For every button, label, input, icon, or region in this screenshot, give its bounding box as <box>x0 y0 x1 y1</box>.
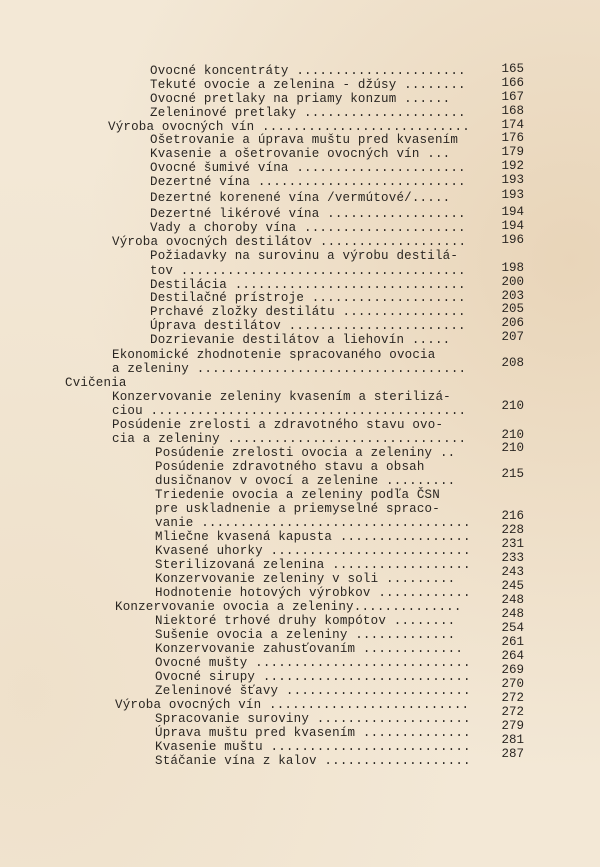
toc-entry-text: Ekonomické zhodnotenie spracovaného ovocia <box>112 348 436 362</box>
toc-entry-page-number: 231 <box>501 537 524 551</box>
toc-entry-page-number: 216 <box>501 509 524 523</box>
toc-entry-page-number: 192 <box>501 159 524 173</box>
toc-entry-text: dusičnanov v ovocí a zelenine ......... <box>155 474 456 488</box>
toc-entry-page-number: 272 <box>501 705 524 719</box>
toc-entry-page-number: 200 <box>501 275 524 289</box>
toc-entry-text: Zeleninové šťavy ........................ <box>155 684 471 698</box>
toc-entry-text: vanie ................................... <box>155 516 471 530</box>
toc-entry-page-number: 270 <box>501 677 524 691</box>
toc-entry-page-number: 210 <box>501 428 524 442</box>
toc-entry-text: Ovocné koncentráty ...................... <box>150 64 466 78</box>
toc-entry-page-number: 193 <box>501 188 524 202</box>
toc-entry-page-number: 279 <box>501 719 524 733</box>
toc-entry-page-number: 264 <box>501 649 524 663</box>
toc-entry-text: Výroba ovocných vín ........................... <box>108 120 470 134</box>
toc-entry-text: Ovocné šumivé vína ...................... <box>150 161 466 175</box>
toc-entry-text: Ovocné pretlaky na priamy konzum ...... <box>150 92 451 106</box>
toc-entry-page-number: 245 <box>501 579 524 593</box>
toc-entry-text: Konzervovanie zahusťovaním ............. <box>155 642 464 656</box>
toc-entry-text: Sušenie ovocia a zeleniny ............. <box>155 628 456 642</box>
toc-entry-page-number: 174 <box>501 118 524 132</box>
toc-entry-text: Ošetrovanie a úprava muštu pred kvasením <box>150 133 459 147</box>
toc-entry-text: Úprava destilátov ....................... <box>150 319 466 333</box>
toc-entry-text: Niektoré trhové druhy kompótov ........ <box>155 614 456 628</box>
toc-entry-page-number: 261 <box>501 635 524 649</box>
toc-entry-text: Kvasenie a ošetrovanie ovocných vín ... <box>150 147 451 161</box>
toc-entry-text: pre uskladnenie a priemyselné spraco- <box>155 502 440 516</box>
toc-entry-text: Konzervovanie ovocia a zeleniny.............. <box>115 600 462 614</box>
toc-entry-text: Sterilizovaná zelenina .................. <box>155 558 471 572</box>
toc-entry-text: Výroba ovocných destilátov ................... <box>112 235 467 249</box>
toc-entry-text: Stáčanie vína z kalov ................... <box>155 754 471 768</box>
toc-entry-page-number: 194 <box>501 219 524 233</box>
toc-entry-text: cia a zeleniny ............................... <box>112 432 467 446</box>
toc-entry-page-number: 269 <box>501 663 524 677</box>
toc-entry-page-number: 179 <box>501 145 524 159</box>
toc-entry-text: tov ..................................... <box>150 264 466 278</box>
toc-entry-page-number: 206 <box>501 316 524 330</box>
toc-entry-page-number: 287 <box>501 747 524 761</box>
toc-entry-page-number: 228 <box>501 523 524 537</box>
toc-entry-page-number: 208 <box>501 356 524 370</box>
toc-entry-page-number: 243 <box>501 565 524 579</box>
toc-entry-text: Vady a choroby vína ..................... <box>150 221 466 235</box>
toc-entry-text: Triedenie ovocia a zeleniny podľa ČSN <box>155 488 440 502</box>
toc-entry-page-number: 205 <box>501 302 524 316</box>
toc-entry-text: Destilácia .............................. <box>150 278 466 292</box>
toc-entry-text: Prchavé zložky destilátu ................ <box>150 305 466 319</box>
toc-entry-text: Ovocné mušty ............................ <box>155 656 471 670</box>
toc-entry-page-number: 165 <box>501 62 524 76</box>
toc-entry-page-number: 167 <box>501 90 524 104</box>
toc-entry-text: Dezertné vína ........................... <box>150 175 466 189</box>
toc-entry-text: Kvasenie muštu .......................... <box>155 740 471 754</box>
toc-entry-page-number: 215 <box>501 467 524 481</box>
toc-entry-text: Hodnotenie hotových výrobkov ............ <box>155 586 471 600</box>
toc-entry-page-number: 207 <box>501 330 524 344</box>
toc-entry-text: ciou ......................................... <box>112 404 467 418</box>
toc-entry-text: Dozrievanie destilátov a liehovín ..... <box>150 333 451 347</box>
toc-entry-page-number: 210 <box>501 441 524 455</box>
toc-entry-text: Požiadavky na surovinu a výrobu destilá- <box>150 249 459 263</box>
toc-entry-page-number: 168 <box>501 104 524 118</box>
toc-entry-page-number: 272 <box>501 691 524 705</box>
toc-entry-page-number: 198 <box>501 261 524 275</box>
toc-entry-page-number: 203 <box>501 289 524 303</box>
toc-entry-text: Dezertné korenené vína /vermútové/..... <box>150 191 451 205</box>
toc-entry-page-number: 254 <box>501 621 524 635</box>
toc-entry-text: Konzervovanie zeleniny kvasením a sterilizá- <box>112 390 451 404</box>
toc-entry-text: Spracovanie suroviny .................... <box>155 712 471 726</box>
toc-entry-page-number: 166 <box>501 76 524 90</box>
toc-entry-page-number: 210 <box>501 399 524 413</box>
toc-entry-page-number: 248 <box>501 607 524 621</box>
toc-entry-page-number: 194 <box>501 205 524 219</box>
toc-entry-text: Ovocné sirupy ........................... <box>155 670 471 684</box>
toc-entry-page-number: 248 <box>501 593 524 607</box>
toc-entry-text: Dezertné likérové vína .................. <box>150 207 466 221</box>
toc-entry-text: Zeleninové pretlaky ..................... <box>150 106 466 120</box>
toc-entry-text: Mliečne kvasená kapusta ................. <box>155 530 471 544</box>
toc-entry-text: Destilačné prístroje .................... <box>150 291 466 305</box>
toc-entry-text: a zeleniny ................................... <box>112 362 467 376</box>
toc-entry-text: Posúdenie zrelosti a zdravotného stavu ovo- <box>112 418 444 432</box>
toc-entry-text: Úprava muštu pred kvasením .............. <box>155 726 471 740</box>
toc-entry-page-number: 281 <box>501 733 524 747</box>
toc-entry-text: Konzervovanie zeleniny v soli ......... <box>155 572 456 586</box>
toc-entry-page-number: 193 <box>501 173 524 187</box>
toc-entry-text: Cvičenia <box>65 376 127 390</box>
toc-entry-text: Posúdenie zrelosti ovocia a zeleniny .. <box>155 446 456 460</box>
toc-entry-page-number: 196 <box>501 233 524 247</box>
toc-entry-text: Tekuté ovocie a zelenina - džúsy ........ <box>150 78 466 92</box>
toc-entry-text: Kvasené uhorky .......................... <box>155 544 471 558</box>
toc-entry-page-number: 176 <box>501 131 524 145</box>
toc-entry-page-number: 233 <box>501 551 524 565</box>
toc-entry-text: Posúdenie zdravotného stavu a obsah <box>155 460 425 474</box>
toc-entry-text: Výroba ovocných vín .......................... <box>115 698 470 712</box>
